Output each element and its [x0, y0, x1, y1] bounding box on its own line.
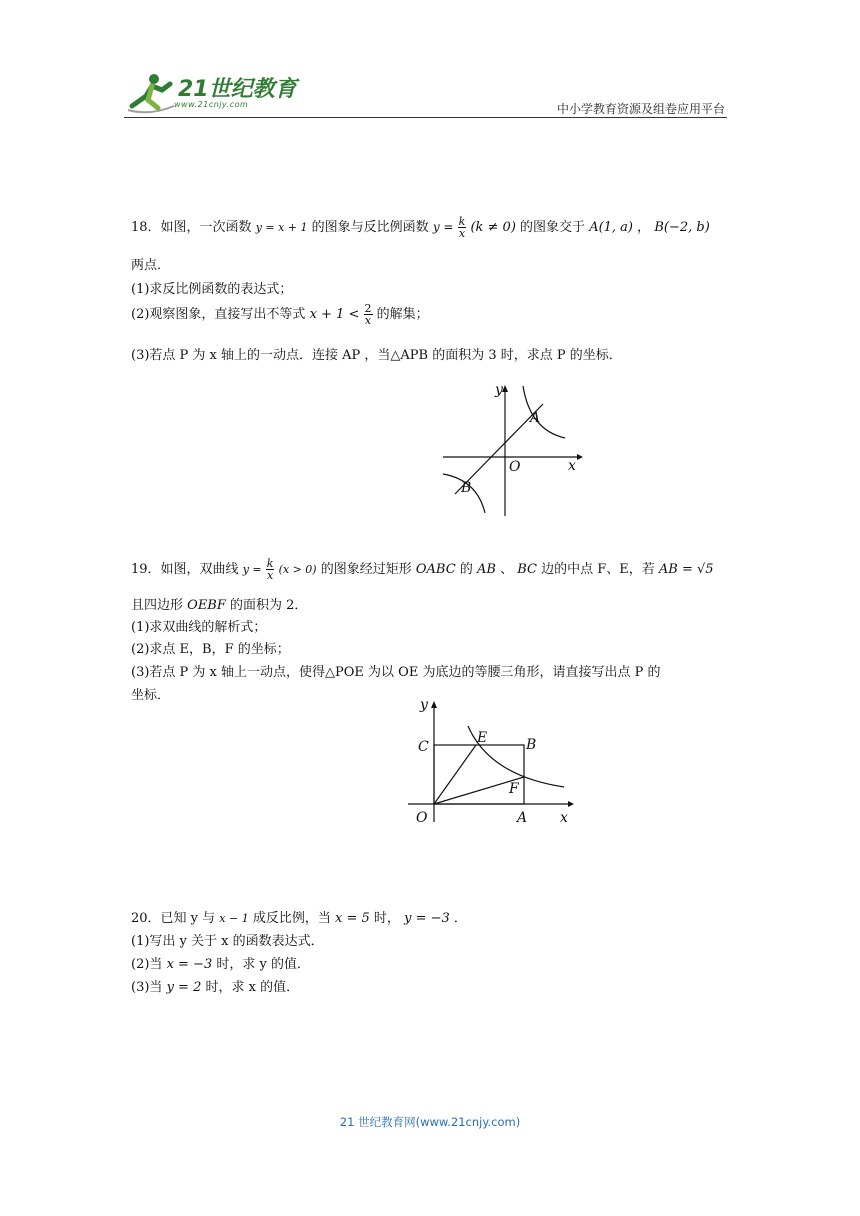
- q19-part3: (3)若点 P 为 x 轴上一动点，使得△POE 为以 OE 为底边的等腰三角形，请直接写出点 P 的: [131, 665, 661, 680]
- q18-label-y: y: [495, 382, 503, 398]
- q18-point-b: B(−2, b): [654, 220, 710, 235]
- q19-label-f: F: [509, 781, 519, 797]
- page-footer[interactable]: 21 世纪教育网(www.21cnjy.com): [339, 1115, 521, 1129]
- logo-main-text: 21世纪教育: [178, 77, 297, 102]
- q18-part3: (3)若点 P 为 x 轴上的一动点．连接 AP ，当△APB 的面积为 3 时，求点 P 的坐标．: [131, 348, 622, 363]
- q19-part2: (2)求点 E，B，F 的坐标；: [131, 642, 290, 657]
- q18-condition: (k ≠ 0): [470, 220, 516, 235]
- q18-part2: (2)观察图象，直接写出不等式 x + 1 < $\frac{2}{x}$ 的解集；: [131, 302, 429, 327]
- q18-comma: ，: [637, 220, 651, 235]
- q19-ab-value: AB = √5: [658, 562, 714, 577]
- q18-figure: [435, 380, 585, 520]
- q18-text-b: 的图象与反比例函数: [311, 220, 429, 235]
- q19-segment-oe: [434, 745, 476, 804]
- q19-label-x: x: [560, 810, 568, 826]
- q18-intro: 18．如图，一次函数: [131, 220, 252, 235]
- q20-part3: (3)当 y = 2 时，求 x 的值．: [131, 980, 300, 995]
- q19-line2: 且四边形 OEBF 的面积为 2．: [131, 598, 308, 613]
- q18-label-a: A: [530, 410, 541, 426]
- logo-url-text: www.21cnjy.com: [174, 100, 249, 109]
- q19-label-a: A: [517, 810, 528, 826]
- q18-line2: 两点．: [131, 258, 171, 273]
- q18-text-c: 的图象交于: [520, 220, 586, 235]
- q19-line1: 19．如图，双曲线 y = $\frac{k}{x}$ (x > 0) 的图象经过矩形 OABC 的 AB 、 BC 边的中点 F、E，若 AB = √5: [131, 557, 714, 582]
- q19-label-b: B: [526, 737, 537, 753]
- q19-part1: (1)求双曲线的解析式；: [131, 620, 267, 635]
- q18-label-b: B: [461, 480, 472, 496]
- q18-part1: (1)求反比例函数的表达式；: [131, 282, 293, 297]
- q18-two-over-x: $\frac{2}{x}$: [364, 302, 372, 327]
- q18-line1: [131, 216, 710, 239]
- page-header: [124, 66, 727, 118]
- q18-point-a: A(1, a): [589, 220, 634, 235]
- q18-k-over-x: $\frac{k}{x}$: [458, 215, 466, 240]
- q19-label-o: O: [416, 810, 428, 826]
- q18-y-eq: y =: [432, 220, 454, 234]
- q19-figure: [404, 696, 580, 828]
- platform-name: 中小学教育资源及组卷应用平台: [556, 102, 725, 116]
- q19-label-c: C: [418, 739, 429, 755]
- q18-linear-eq: y = x + 1: [255, 221, 308, 234]
- q18-label-o: O: [509, 459, 521, 475]
- q19-label-y: y: [420, 697, 428, 713]
- q19-label-e: E: [477, 730, 488, 746]
- q20-part1: (1)写出 y 关于 x 的函数表达式．: [131, 934, 324, 949]
- site-logo: [124, 70, 304, 116]
- q20-part2: (2)当 x = −3 时，求 y 的值．: [131, 957, 310, 972]
- q19-part3-cont: 坐标．: [131, 688, 171, 703]
- q20-line1: 20．已知 y 与 x − 1 成反比例，当 x = 5 时， y = −3 ．: [131, 911, 467, 926]
- q18-label-x: x: [568, 458, 576, 474]
- q19-k-over-x: $\frac{k}{x}$: [266, 557, 274, 582]
- header-divider: [124, 117, 727, 118]
- runner-logo-icon: [124, 70, 178, 114]
